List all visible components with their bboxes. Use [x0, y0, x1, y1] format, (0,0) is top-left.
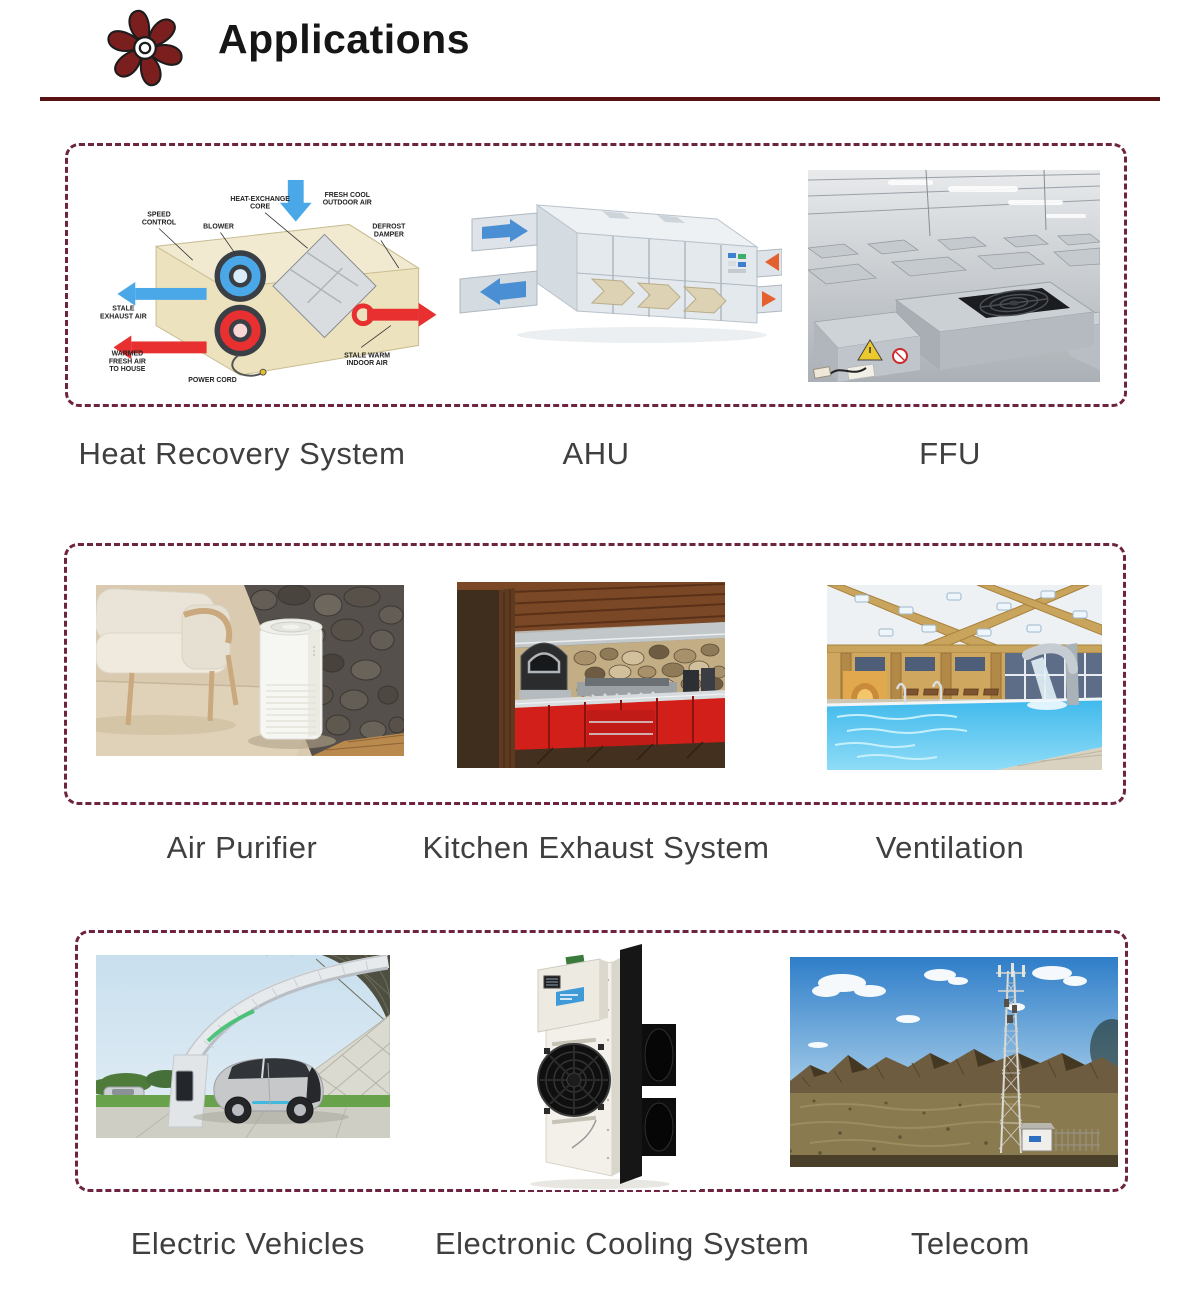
diagram-label: DAMPER	[373, 231, 404, 239]
ffu-illustration	[808, 170, 1100, 382]
telecom-illustration	[790, 957, 1118, 1167]
caption-electronic-cooling-system: Electronic Cooling System	[434, 1226, 810, 1261]
diagram-label: FRESH AIR	[108, 358, 146, 366]
diagram-label: EXHAUST AIR	[100, 313, 147, 321]
diagram-label: STALE	[112, 305, 135, 313]
electric-vehicle-image	[96, 955, 390, 1138]
diagram-label: HEAT-EXCHANGE	[230, 195, 290, 203]
diagram-label: INDOOR AIR	[346, 360, 388, 368]
diagram-label: WARMED	[111, 350, 144, 358]
diagram-label: TO HOUSE	[109, 366, 146, 374]
caption-air-purifier: Air Purifier	[166, 830, 318, 865]
caption-electric-vehicles: Electric Vehicles	[130, 1226, 365, 1261]
caption-ventilation: Ventilation	[875, 830, 1025, 865]
caption-telecom: Telecom	[910, 1226, 1030, 1261]
ahu-illustration	[452, 193, 782, 354]
caption-kitchen-exhaust-system: Kitchen Exhaust System	[422, 830, 770, 865]
air-purifier-image	[96, 585, 404, 756]
caption-heat-recovery-system: Heat Recovery System	[78, 436, 406, 471]
fan-logo-icon	[98, 2, 192, 94]
diagram-label: CORE	[250, 203, 271, 211]
ev-charging-illustration	[96, 955, 390, 1138]
header-divider	[40, 97, 1160, 101]
kitchen-exhaust-image	[457, 582, 725, 768]
diagram-label: POWER CORD	[188, 377, 237, 385]
ventilation-pool-image	[827, 585, 1102, 770]
caption-ahu: AHU	[562, 436, 630, 471]
diagram-label: OUTDOOR AIR	[322, 199, 372, 207]
telecom-tower-image	[790, 957, 1118, 1167]
kitchen-illustration	[457, 582, 725, 768]
diagram-label: BLOWER	[203, 223, 234, 231]
diagram-label: DEFROST	[372, 223, 406, 231]
diagram-label: SPEED	[147, 211, 171, 219]
diagram-label: CONTROL	[141, 219, 177, 227]
diagram-label: FRESH COOL	[324, 191, 370, 199]
electronic-cooling-image	[500, 940, 700, 1190]
caption-ffu: FFU	[919, 436, 981, 471]
pool-illustration	[827, 585, 1102, 770]
ffu-image	[808, 170, 1100, 382]
air-purifier-illustration	[96, 585, 404, 756]
caption-row-2	[65, 830, 1127, 866]
caption-row-1	[65, 436, 1127, 472]
heat-recovery-illustration	[100, 177, 440, 390]
page-title: Applications	[218, 16, 471, 62]
heat-recovery-image	[100, 177, 440, 390]
cabinet-cooler-illustration	[500, 940, 700, 1190]
caption-row-3	[65, 1226, 1127, 1262]
diagram-label: STALE WARM	[344, 352, 391, 360]
ahu-image	[452, 193, 782, 354]
